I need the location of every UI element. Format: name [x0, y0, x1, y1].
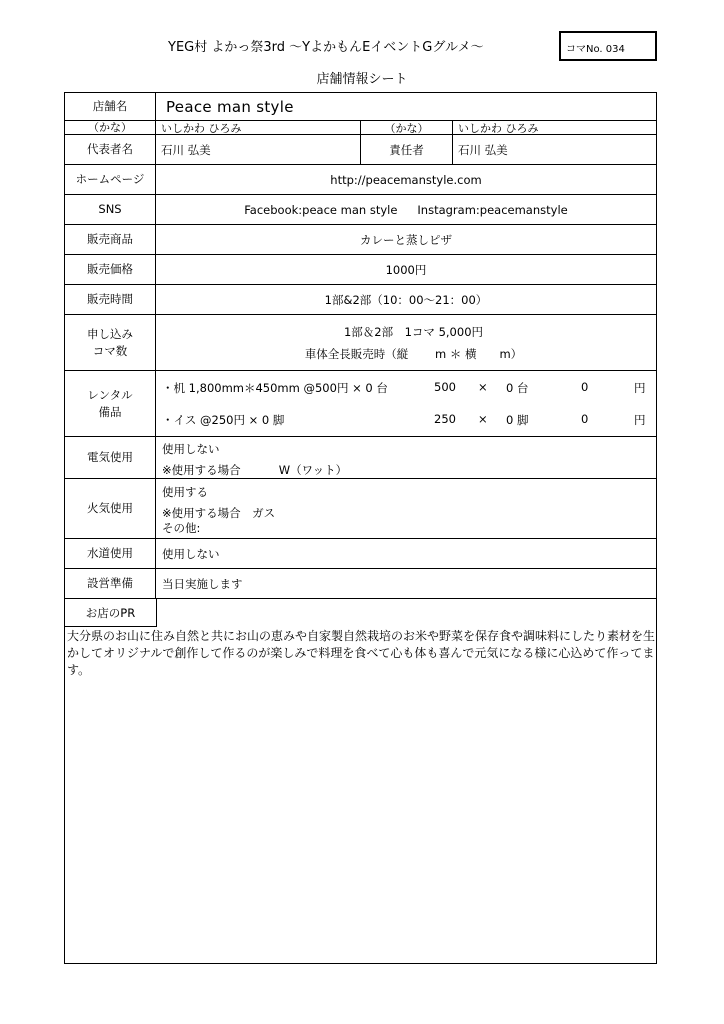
- rental-item-unit: 250: [434, 412, 456, 426]
- row-representative: [65, 135, 656, 165]
- koma-number-box: コマNo. 034: [559, 31, 657, 61]
- row-fire: [65, 479, 656, 539]
- application-line1: 1部＆2部 1コマ 5,000円: [343, 325, 484, 339]
- row-time: [65, 285, 656, 315]
- application-line2: 車体全長販売時（縦 m ＊ 横 m）: [304, 347, 523, 361]
- fire-line3: その他:: [162, 521, 201, 535]
- electric-line2: ※使用する場合 W（ワット）: [162, 463, 348, 477]
- row-sns: [65, 195, 656, 225]
- fire-line2: ※使用する場合 ガス: [162, 506, 276, 520]
- rental-item-yen: 円: [634, 413, 646, 427]
- electric-label: 電気使用: [65, 437, 156, 478]
- rental-item-times: ×: [478, 412, 488, 426]
- homepage-value: http://peacemanstyle.com: [330, 172, 482, 187]
- row-price: [65, 255, 656, 285]
- rental-item-qty: 0 脚: [506, 413, 529, 427]
- rental-item-name: ・イス @250円 × 0 脚: [162, 413, 285, 427]
- rental-items: [156, 371, 656, 436]
- shop-name-cell: [156, 93, 656, 120]
- setup-value: 当日実施します: [162, 576, 243, 591]
- shop-name-label: 店舗名: [65, 93, 156, 120]
- shop-info-form: [64, 92, 657, 964]
- fire-label: 火気使用: [65, 479, 156, 538]
- setup-label: 設営準備: [65, 569, 156, 598]
- row-product: [65, 225, 656, 255]
- price-label: 販売価格: [65, 255, 156, 284]
- sns-value: [156, 195, 656, 224]
- rental-item-total: 0: [581, 412, 589, 426]
- product-value: カレーと蒸しピザ: [360, 232, 452, 247]
- price-value: 1000円: [385, 262, 427, 277]
- application-label-line2: コマ数: [92, 343, 128, 358]
- rep-value: 石川 弘美: [156, 135, 361, 164]
- application-value: [156, 315, 656, 370]
- product-label: 販売商品: [65, 225, 156, 254]
- homepage-label: ホームページ: [65, 165, 156, 194]
- kana-label-right: （かな）: [361, 121, 453, 134]
- water-label: 水道使用: [65, 539, 156, 568]
- pr-label: お店のPR: [65, 599, 157, 627]
- sns-instagram: Instagram:peacemanstyle: [417, 202, 568, 217]
- row-electric: [65, 437, 656, 479]
- rental-item-times: ×: [478, 380, 488, 394]
- row-application: [65, 315, 656, 371]
- electric-value: [156, 437, 656, 478]
- rental-item-total: 0: [581, 380, 589, 394]
- kana-value-left: いしかわ ひろみ: [156, 121, 361, 134]
- shop-name-value: Peace man style: [166, 97, 294, 116]
- kana-value-right: いしかわ ひろみ: [458, 121, 539, 135]
- application-label: [65, 315, 156, 370]
- sns-facebook: Facebook:peace man style: [244, 202, 398, 217]
- manager-label: 責任者: [361, 135, 453, 164]
- rep-label: 代表者名: [65, 135, 156, 164]
- rental-label-line1: レンタル: [87, 387, 133, 402]
- manager-value: 石川 弘美: [458, 142, 508, 157]
- electric-line1: 使用しない: [162, 442, 220, 456]
- kana-label-left: （かな）: [65, 121, 156, 134]
- sheet-subtitle: 店舗情報シート: [316, 72, 408, 87]
- pr-text: 大分県のお山に住み自然と共にお山の恵みや自家製自然栽培のお米や野菜を保存食や調味料にしたり素材を生かしてオリジナルで創作して作るのが楽しみで料理を食べて心も体も喜んで元気になる様に心込めて作ってます。: [67, 629, 656, 677]
- row-homepage: [65, 165, 656, 195]
- sns-label: SNS: [65, 195, 156, 224]
- rental-item-unit: 500: [434, 380, 456, 394]
- row-setup: [65, 569, 656, 599]
- water-value: 使用しない: [162, 546, 220, 561]
- rental-item-yen: 円: [634, 381, 646, 395]
- event-title: YEG村 よかっ祭3rd ～YよかもんEイベントGグルメ～: [168, 40, 484, 55]
- application-label-line1: 申し込み: [87, 326, 133, 341]
- time-value: 1部&2部（10：00～21：00）: [324, 292, 488, 307]
- fire-value: [156, 479, 656, 538]
- row-water: [65, 539, 656, 569]
- time-label: 販売時間: [65, 285, 156, 314]
- rental-item-name: ・机 1,800mm＊450mm @500円 × 0 台: [162, 381, 388, 395]
- row-rental: [65, 371, 656, 437]
- rental-label: [65, 371, 156, 436]
- rental-item-qty: 0 台: [506, 381, 529, 395]
- row-kana: [65, 121, 656, 135]
- row-shop-name: [65, 93, 656, 121]
- fire-line1: 使用する: [162, 485, 208, 499]
- rental-label-line2: 備品: [98, 404, 122, 419]
